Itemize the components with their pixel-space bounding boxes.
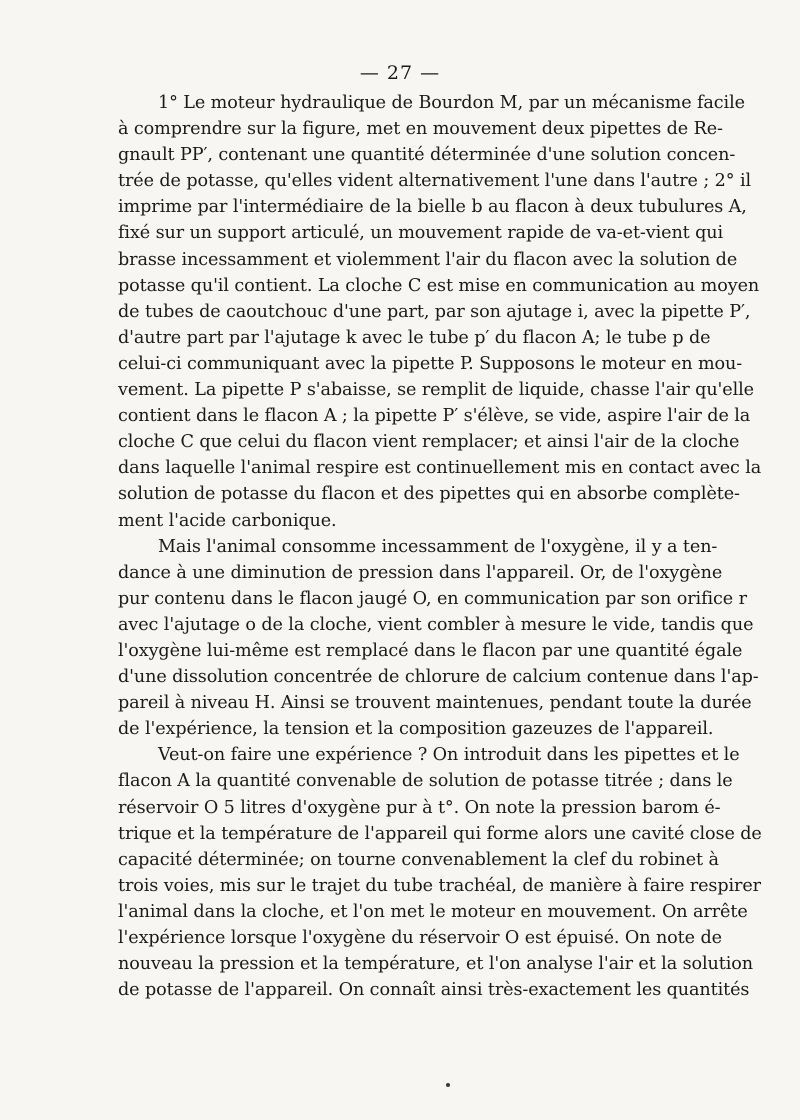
text-line: potasse qu'il contient. La cloche C est mise en communication au moyen [118,275,760,296]
text-line: flacon A la quantité convenable de solution de potasse titrée ; dans le [118,771,733,792]
text-line: à comprendre sur la figure, met en mouvement deux pipettes de Re- [118,119,723,140]
text-line: de potasse de l'appareil. On connaît ainsi très-exactement les quantités [118,980,750,1001]
text-line: celui-ci communiquant avec la pipette P. Supposons le moteur en mou- [118,353,743,374]
ink-speck [446,1083,450,1087]
text-line: dans laquelle l'animal respire est continuellement mis en contact avec la [118,458,762,479]
text-line: l'animal dans la cloche, et l'on met le moteur en mouvement. On arrête [118,901,748,922]
text-line: avec l'ajutage o de la cloche, vient combler à mesure le vide, tandis que [118,614,754,635]
text-line: de l'expérience, la tension et la composition gazeuzes de l'appareil. [118,719,714,740]
text-line: l'oxygène lui-même est remplacé dans le flacon par une quantité égale [118,640,743,661]
text-line: dance à une diminution de pression dans l'appareil. Or, de l'oxygène [118,562,723,583]
text-line: Mais l'animal consomme incessamment de l'oxygène, il y a ten- [158,536,718,557]
text-line: fixé sur un support articulé, un mouvement rapide de va-et-vient qui [118,223,724,244]
text-line: de tubes de caoutchouc d'une part, par son ajutage i, avec la pipette P′, [118,301,751,322]
text-line: d'autre part par l'ajutage k avec le tube p′ du flacon A; le tube p de [118,327,711,348]
body-text [118,90,762,1003]
text-line: d'une dissolution concentrée de chlorure de calcium contenue dans l'ap- [118,667,759,688]
text-line: l'expérience lorsque l'oxygène du réservoir O est épuisé. On note de [118,928,722,948]
text-line: ment l'acide carbonique. [118,510,337,531]
text-line: contient dans le flacon A ; la pipette P′ s'élève, se vide, aspire l'air de la [118,406,751,427]
page-number: — 27 — [359,62,441,84]
text-line: imprime par l'intermédiaire de la bielle b au flacon à deux tubulures A, [118,197,747,218]
text-line: gnault PP′, contenant une quantité déterminée d'une solution concen- [118,145,736,166]
text-line: cloche C que celui du flacon vient remplacer; et ainsi l'air de la cloche [118,432,740,453]
text-line: 1° Le moteur hydraulique de Bourdon M, par un mécanisme facile [158,93,745,113]
text-line: brasse incessamment et violemment l'air du flacon avec la solution de [118,249,738,270]
text-line: nouveau la pression et la température, et l'on analyse l'air et la solution [118,954,753,975]
text-line: trée de potasse, qu'elles vident alternativement l'une dans l'autre ; 2° il [118,171,752,192]
text-line: Veut-on faire une expérience ? On introduit dans les pipettes et le [158,745,740,766]
text-line: solution de potasse du flacon et des pipettes qui en absorbe complète- [118,484,740,505]
text-line: pareil à niveau H. Ainsi se trouvent maintenues, pendant toute la durée [118,693,752,714]
text-line: réservoir O 5 litres d'oxygène pur à t°. On note la pression barom é- [118,797,721,818]
text-line: trique et la température de l'appareil qui forme alors une cavité close de [118,823,762,844]
text-line: pur contenu dans le flacon jaugé O, en communication par son orifice r [118,588,747,609]
text-line: vement. La pipette P s'abaisse, se remplit de liquide, chasse l'air qu'elle [118,380,754,401]
text-line: capacité déterminée; on tourne convenablement la clef du robinet à [118,849,719,870]
text-line: trois voies, mis sur le trajet du tube trachéal, de manière à faire respirer [118,875,761,896]
